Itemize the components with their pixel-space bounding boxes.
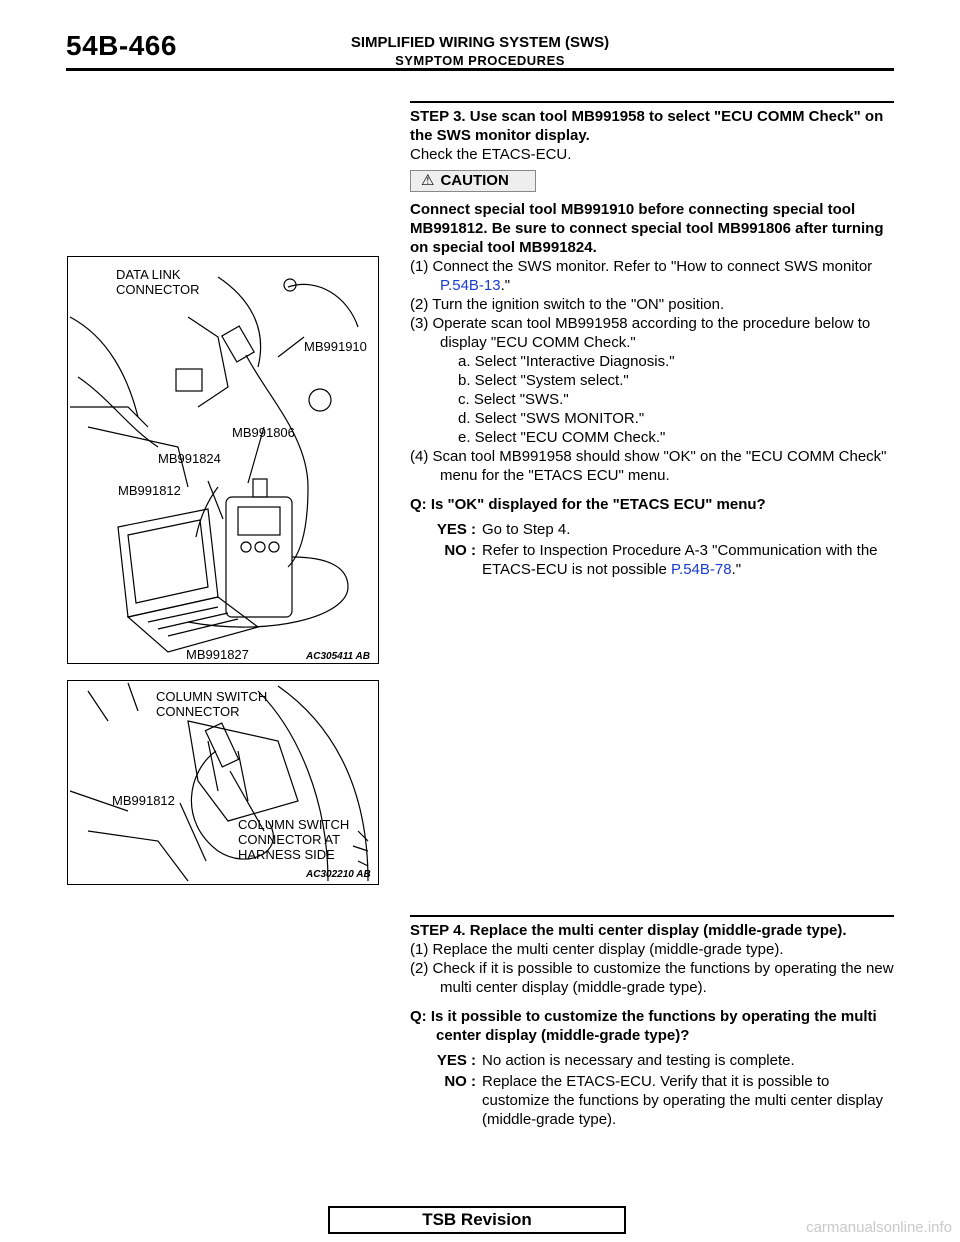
sub-step-e: e. Select "ECU COMM Check." [458, 429, 666, 446]
warning-icon: ⚠ [421, 172, 435, 189]
label-mb991827: MB991827 [186, 647, 249, 662]
step3-no: NO : Refer to Inspection Procedure A-3 "Communication with the ETACS-ECU is not possible P.54B-78." [444, 542, 878, 578]
link-p54b-13[interactable]: P.54B-13 [440, 277, 501, 294]
sub-step-b: b. Select "System select." [458, 372, 629, 389]
figure-column-switch-connector [67, 680, 379, 885]
step4-section [410, 915, 894, 1129]
label-data-link-connector: DATA LINK CONNECTOR [116, 267, 200, 297]
figure2-code: AC302210 AB [306, 869, 371, 880]
link-p54b-78[interactable]: P.54B-78 [670, 561, 732, 578]
step4-question: Q: Is it possible to customize the functions by operating the multi center display (middle-grade type)? [410, 1008, 877, 1044]
caution-text: Connect special tool MB991910 before connecting special tool MB991812. Be sure to connect special tool MB991806 after turning on special tool MB991824. [410, 201, 884, 256]
label-mb991806: MB991806 [232, 425, 295, 440]
step3-intro: Check the ETACS-ECU. [410, 146, 572, 163]
step3-question: Q: Is "OK" displayed for the "ETACS ECU" menu? [410, 496, 766, 513]
caution-label: CAUTION [440, 172, 509, 189]
sub-step-a: a. Select "Interactive Diagnosis." [458, 353, 675, 370]
sub-step-d: d. Select "SWS MONITOR." [458, 410, 645, 427]
step3-item-4: (4) Scan tool MB991958 should show "OK" on the "ECU COMM Check" menu for the "ETACS ECU" menu. [410, 448, 887, 484]
page-number: 54B-466 [66, 30, 177, 61]
section-title: SIMPLIFIED WIRING SYSTEM (SWS) [350, 34, 610, 51]
label-mb991812: MB991812 [118, 483, 181, 498]
step3-heading: STEP 3. Use scan tool MB991958 to select "ECU COMM Check" on the SWS monitor display. [410, 101, 894, 145]
label-mb991910: MB991910 [304, 339, 367, 354]
step3-item-2: (2) Turn the ignition switch to the "ON" position. [410, 296, 725, 313]
step3-item-1: (1) Connect the SWS monitor. Refer to "How to connect SWS monitor P.54B-13." [410, 258, 873, 294]
label-mb991824: MB991824 [158, 451, 221, 466]
step4-no: NO : Replace the ETACS-ECU. Verify that it is possible to customize the functions by operating the multi center display (middle-grade type). [444, 1073, 884, 1128]
caution-badge [410, 170, 536, 192]
figure1-code: AC305411 AB [306, 651, 370, 662]
label-column-switch-connector: COLUMN SWITCH CONNECTOR [156, 689, 268, 719]
sub-step-c: c. Select "SWS." [458, 391, 569, 408]
step4-heading: STEP 4. Replace the multi center display (middle-grade type). [410, 915, 894, 940]
figure-scan-tool-connection [67, 256, 379, 664]
watermark: carmanualsonline.info [806, 1219, 952, 1236]
step3-yes: YES : Go to Step 4. [436, 521, 571, 538]
step3-section [410, 101, 894, 579]
header-rule [66, 68, 894, 71]
tsb-revision-box: TSB Revision [328, 1206, 626, 1234]
scan-tool-illustration [68, 257, 378, 663]
step4-item-1: (1) Replace the multi center display (middle-grade type). [410, 941, 784, 958]
step4-yes: YES : No action is necessary and testing is complete. [436, 1052, 795, 1069]
label-fig2-mb991812: MB991812 [112, 793, 175, 808]
step4-item-2: (2) Check if it is possible to customize the functions by operating the new multi center display (middle-grade type). [410, 960, 894, 996]
label-harness-side-connector: COLUMN SWITCH CONNECTOR AT HARNESS SIDE [238, 817, 350, 862]
section-subtitle: SYMPTOM PROCEDURES [395, 53, 565, 68]
step3-item-3: (3) Operate scan tool MB991958 according to the procedure below to display "ECU COMM Check." [410, 315, 871, 351]
